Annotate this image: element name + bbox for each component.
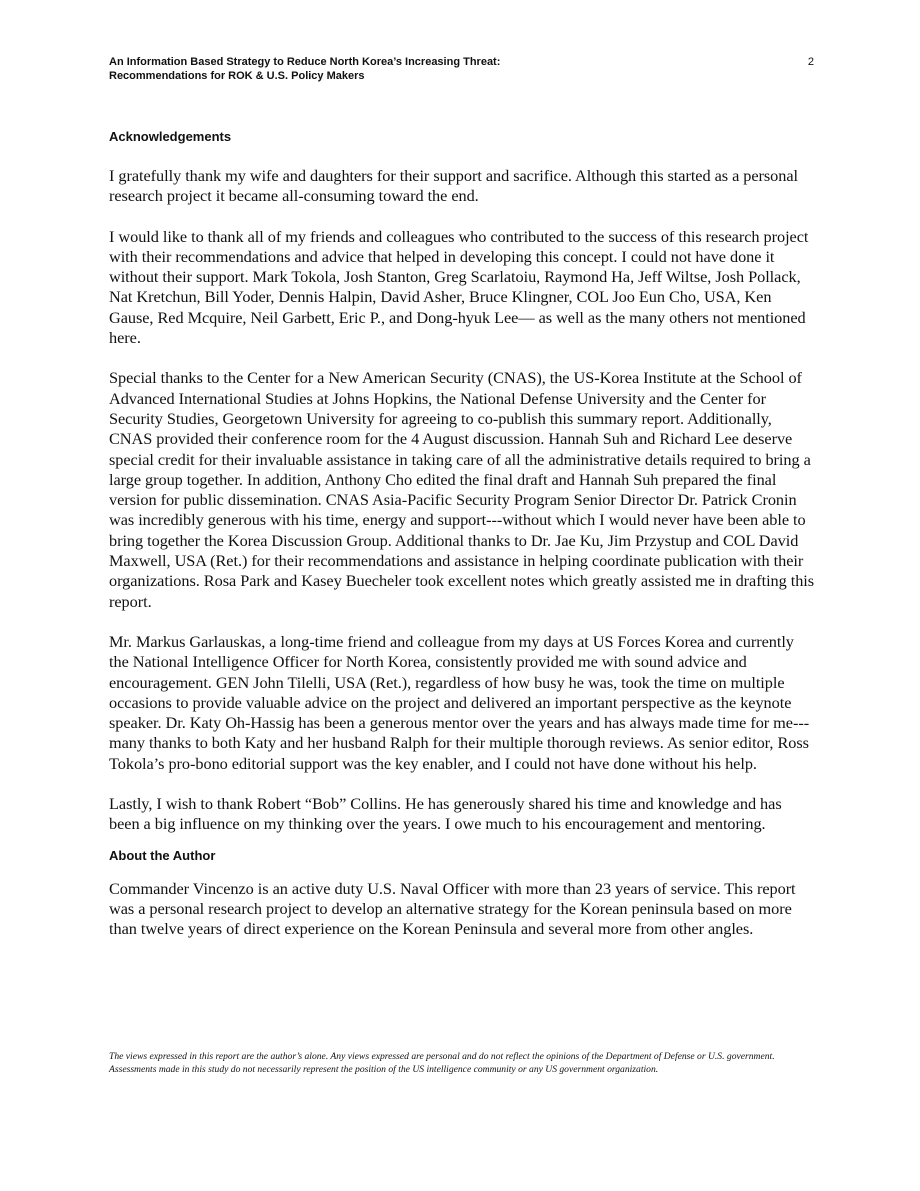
- acknowledgements-paragraph-4: Mr. Markus Garlauskas, a long-time friend and colleague from my days at US Forces Korea and currently the National Intelligence Officer for North Korea, consistently provided me with sound advice and encouragement. GEN John Tilelli, USA (Ret.), regardless of how busy he was, took the time on multiple occasions to provide valuable advice on the project and delivered an important perspective as the keynote speaker. Dr. Katy Oh-Hassig has been a generous mentor over the years and has always made time for me---many thanks to both Katy and her husband Ralph for their multiple thorough reviews. As senior editor, Ross Tokola’s pro-bono editorial support was the key enabler, and I could not have done without his help.: [109, 631, 810, 773]
- header-title-line-2: Recommendations for ROK & U.S. Policy Makers: [109, 70, 365, 82]
- about-author-heading: About the Author: [109, 847, 216, 863]
- acknowledgements-paragraph-3: Special thanks to the Center for a New American Security (CNAS), the US-Korea Institute at the School of Advanced International Studies at Johns Hopkins, the National Defense University and the Center for Security Studies, Georgetown University for agreeing to co-publish this summary report. Additionally, CNAS provided their conference room for the 4 August discussion. Hannah Suh and Richard Lee deserve special credit for their invaluable assistance in taking care of all the administrative details required to bring a large group together. In addition, Anthony Cho edited the final draft and Hannah Suh prepared the final version for public dissemination. CNAS Asia-Pacific Security Program Senior Director Dr. Patrick Cronin was incredibly generous with his time, energy and support---without which I would never have been able to bring together the Korea Discussion Group. Additional thanks to Dr. Jae Ku, Jim Przystup and COL David Maxwell, USA (Ret.) for their recommendations and assistance in helping coordinate publication with their organizations. Rosa Park and Kasey Buecheler took excellent notes which greatly assisted me in drafting this report.: [109, 368, 815, 611]
- main-content: [109, 128, 815, 940]
- header-title-line-1: An Information Based Strategy to Reduce North Korea’s Increasing Threat:: [109, 56, 501, 68]
- about-author-paragraph: Commander Vincenzo is an active duty U.S. Naval Officer with more than 23 years of service. This report was a personal research project to develop an alternative strategy for the Korean peninsula based on more than twelve years of direct experience on the Korean Peninsula and several more from other angles.: [109, 878, 796, 939]
- acknowledgements-paragraph-5: Lastly, I wish to thank Robert “Bob” Collins. He has generously shared his time and knowledge and has been a big influence on my thinking over the years. I owe much to his encouragement and mentoring.: [109, 794, 782, 834]
- acknowledgements-heading: Acknowledgements: [109, 129, 232, 144]
- running-header: [109, 55, 809, 83]
- acknowledgements-paragraph-1: I gratefully thank my wife and daughters for their support and sacrifice. Although this started as a personal research project it became all-consuming toward the end.: [109, 166, 799, 206]
- acknowledgements-paragraph-2: I would like to thank all of my friends and colleagues who contributed to the success of this research project with their recommendations and advice that helped in developing this concept. I could not have done it without their support. Mark Tokola, Josh Stanton, Greg Scarlatoiu, Raymond Ha, Jeff Wiltse, Josh Pollack, Nat Kretchun, Bill Yoder, Dennis Halpin, David Asher, Bruce Klingner, COL Joo Eun Cho, USA, Ken Gause, Red Mcquire, Neil Garbett, Eric P., and Dong-hyuk Lee— as well as the many others not mentioned here.: [109, 226, 809, 348]
- disclaimer-note: The views expressed in this report are the author’s alone. Any views expressed are personal and do not reflect the opinions of the Department of Defense or U.S. government. Assessments made in this study do not necessarily represent the position of the US intelligence community or any US government organization.: [109, 1051, 775, 1075]
- page-number: 2: [807, 56, 814, 68]
